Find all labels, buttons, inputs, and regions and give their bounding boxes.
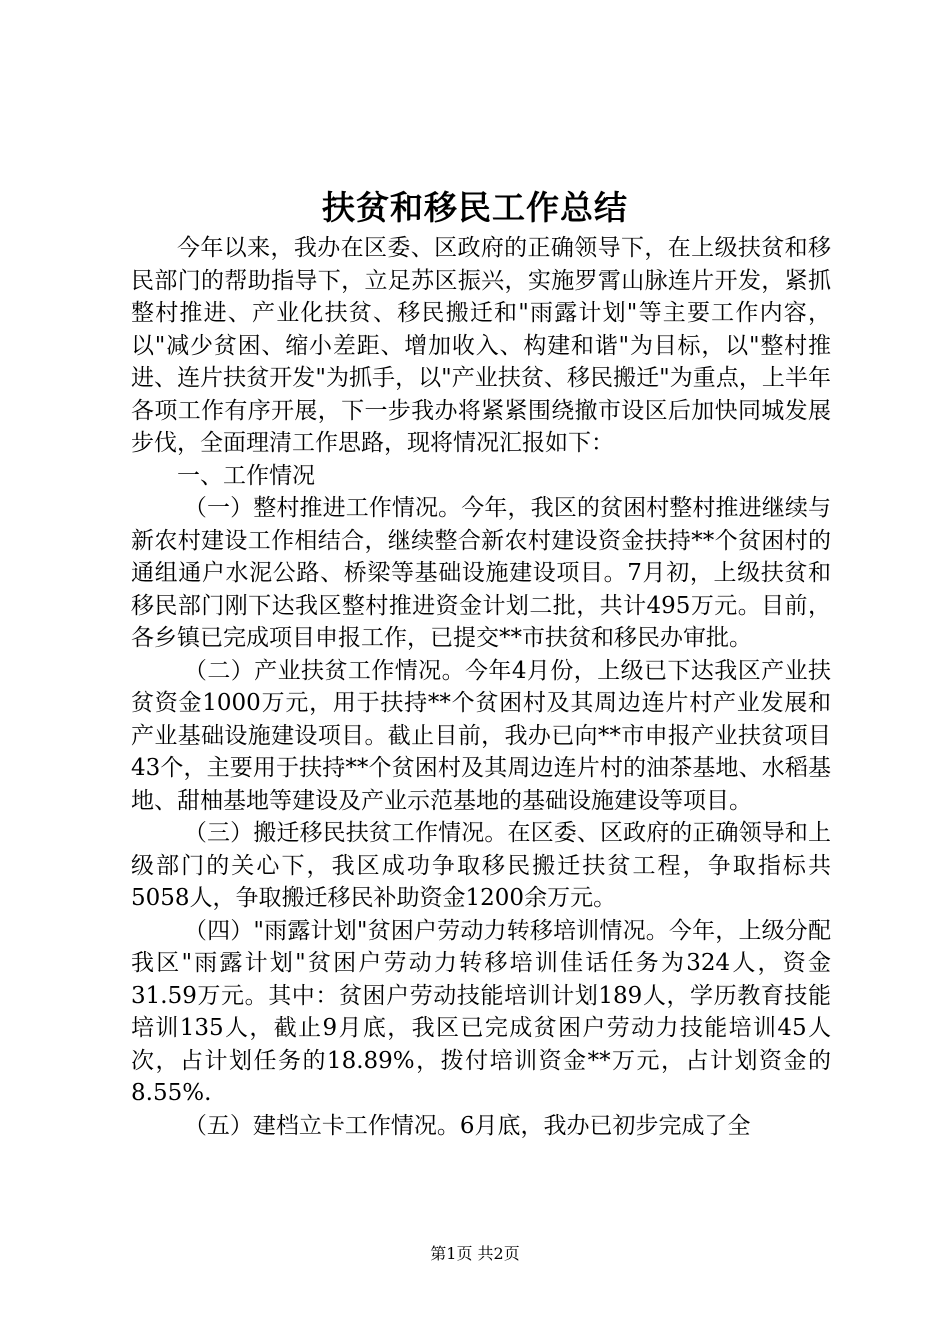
document-body [131, 232, 831, 1142]
paragraph-village-promotion: （一）整村推进工作情况。今年，我区的贫困村整村推进继续与新农村建设工作相结合，继续整合新农村建设资金扶持**个贫困村的通组通户水泥公路、桥梁等基础设施建设项目。7月初，上级扶贫和移民部门刚下达我区整村推进资金计划二批，共计495万元。目前，各乡镇已完成项目申报工作，已提交**市扶贫和移民办审批。 [131, 495, 831, 651]
paragraph-registration-filing: （五）建档立卡工作情况。6月底，我办已初步完成了全 [183, 1112, 751, 1139]
paragraph-industry-poverty-relief: （二）产业扶贫工作情况。今年4月份，上级已下达我区产业扶贫资金1000万元，用于扶持**个贫困村及其周边连片村产业发展和产业基础设施建设项目。截止目前，我办已向**市申报产业扶贫项目43个，主要用于扶持**个贫困村及其周边连片村的油茶基地、水稻基地、甜柚基地等建设及产业示范基地的基础设施建设等项目。 [131, 657, 831, 814]
document-title: 扶贫和移民工作总结 [322, 188, 628, 227]
paragraph-rain-dew-plan: （四）"雨露计划"贫困户劳动力转移培训情况。今年，上级分配我区"雨露计划"贫困户劳动力转移培训佳话任务为324人，资金31.59万元。其中：贫困户劳动技能培训计划189人，学历教育技能培训135人，截止9月底，我区已完成贫困户劳动力技能培训45人次，占计划任务的18.89%，拨付培训资金**万元，占计划资金的8.55%. [131, 917, 831, 1106]
paragraph-relocation-poverty-relief: （三）搬迁移民扶贫工作情况。在区委、区政府的正确领导和上级部门的关心下，我区成功争取移民搬迁扶贫工程，争取指标共5058人，争取搬迁移民补助资金1200余万元。 [131, 820, 831, 911]
section-heading-work-status: 一、工作情况 [177, 462, 315, 489]
intro-paragraph: 今年以来，我办在区委、区政府的正确领导下，在上级扶贫和移民部门的帮助指导下，立足苏区振兴，实施罗霄山脉连片开发，紧抓整村推进、产业化扶贫、移民搬迁和"雨露计划"等主要工作内容，以"减少贫困、缩小差距、增加收入、构建和谐"为目标，以"整村推进、连片扶贫开发"为抓手，以"产业扶贫、移民搬迁"为重点，上半年各项工作有序开展，下一步我办将紧紧围绕撤市设区后加快同城发展步伐，全面理清工作思路，现将情况汇报如下： [131, 235, 831, 456]
page-number-footer: 第1页 共2页 [430, 1244, 520, 1263]
